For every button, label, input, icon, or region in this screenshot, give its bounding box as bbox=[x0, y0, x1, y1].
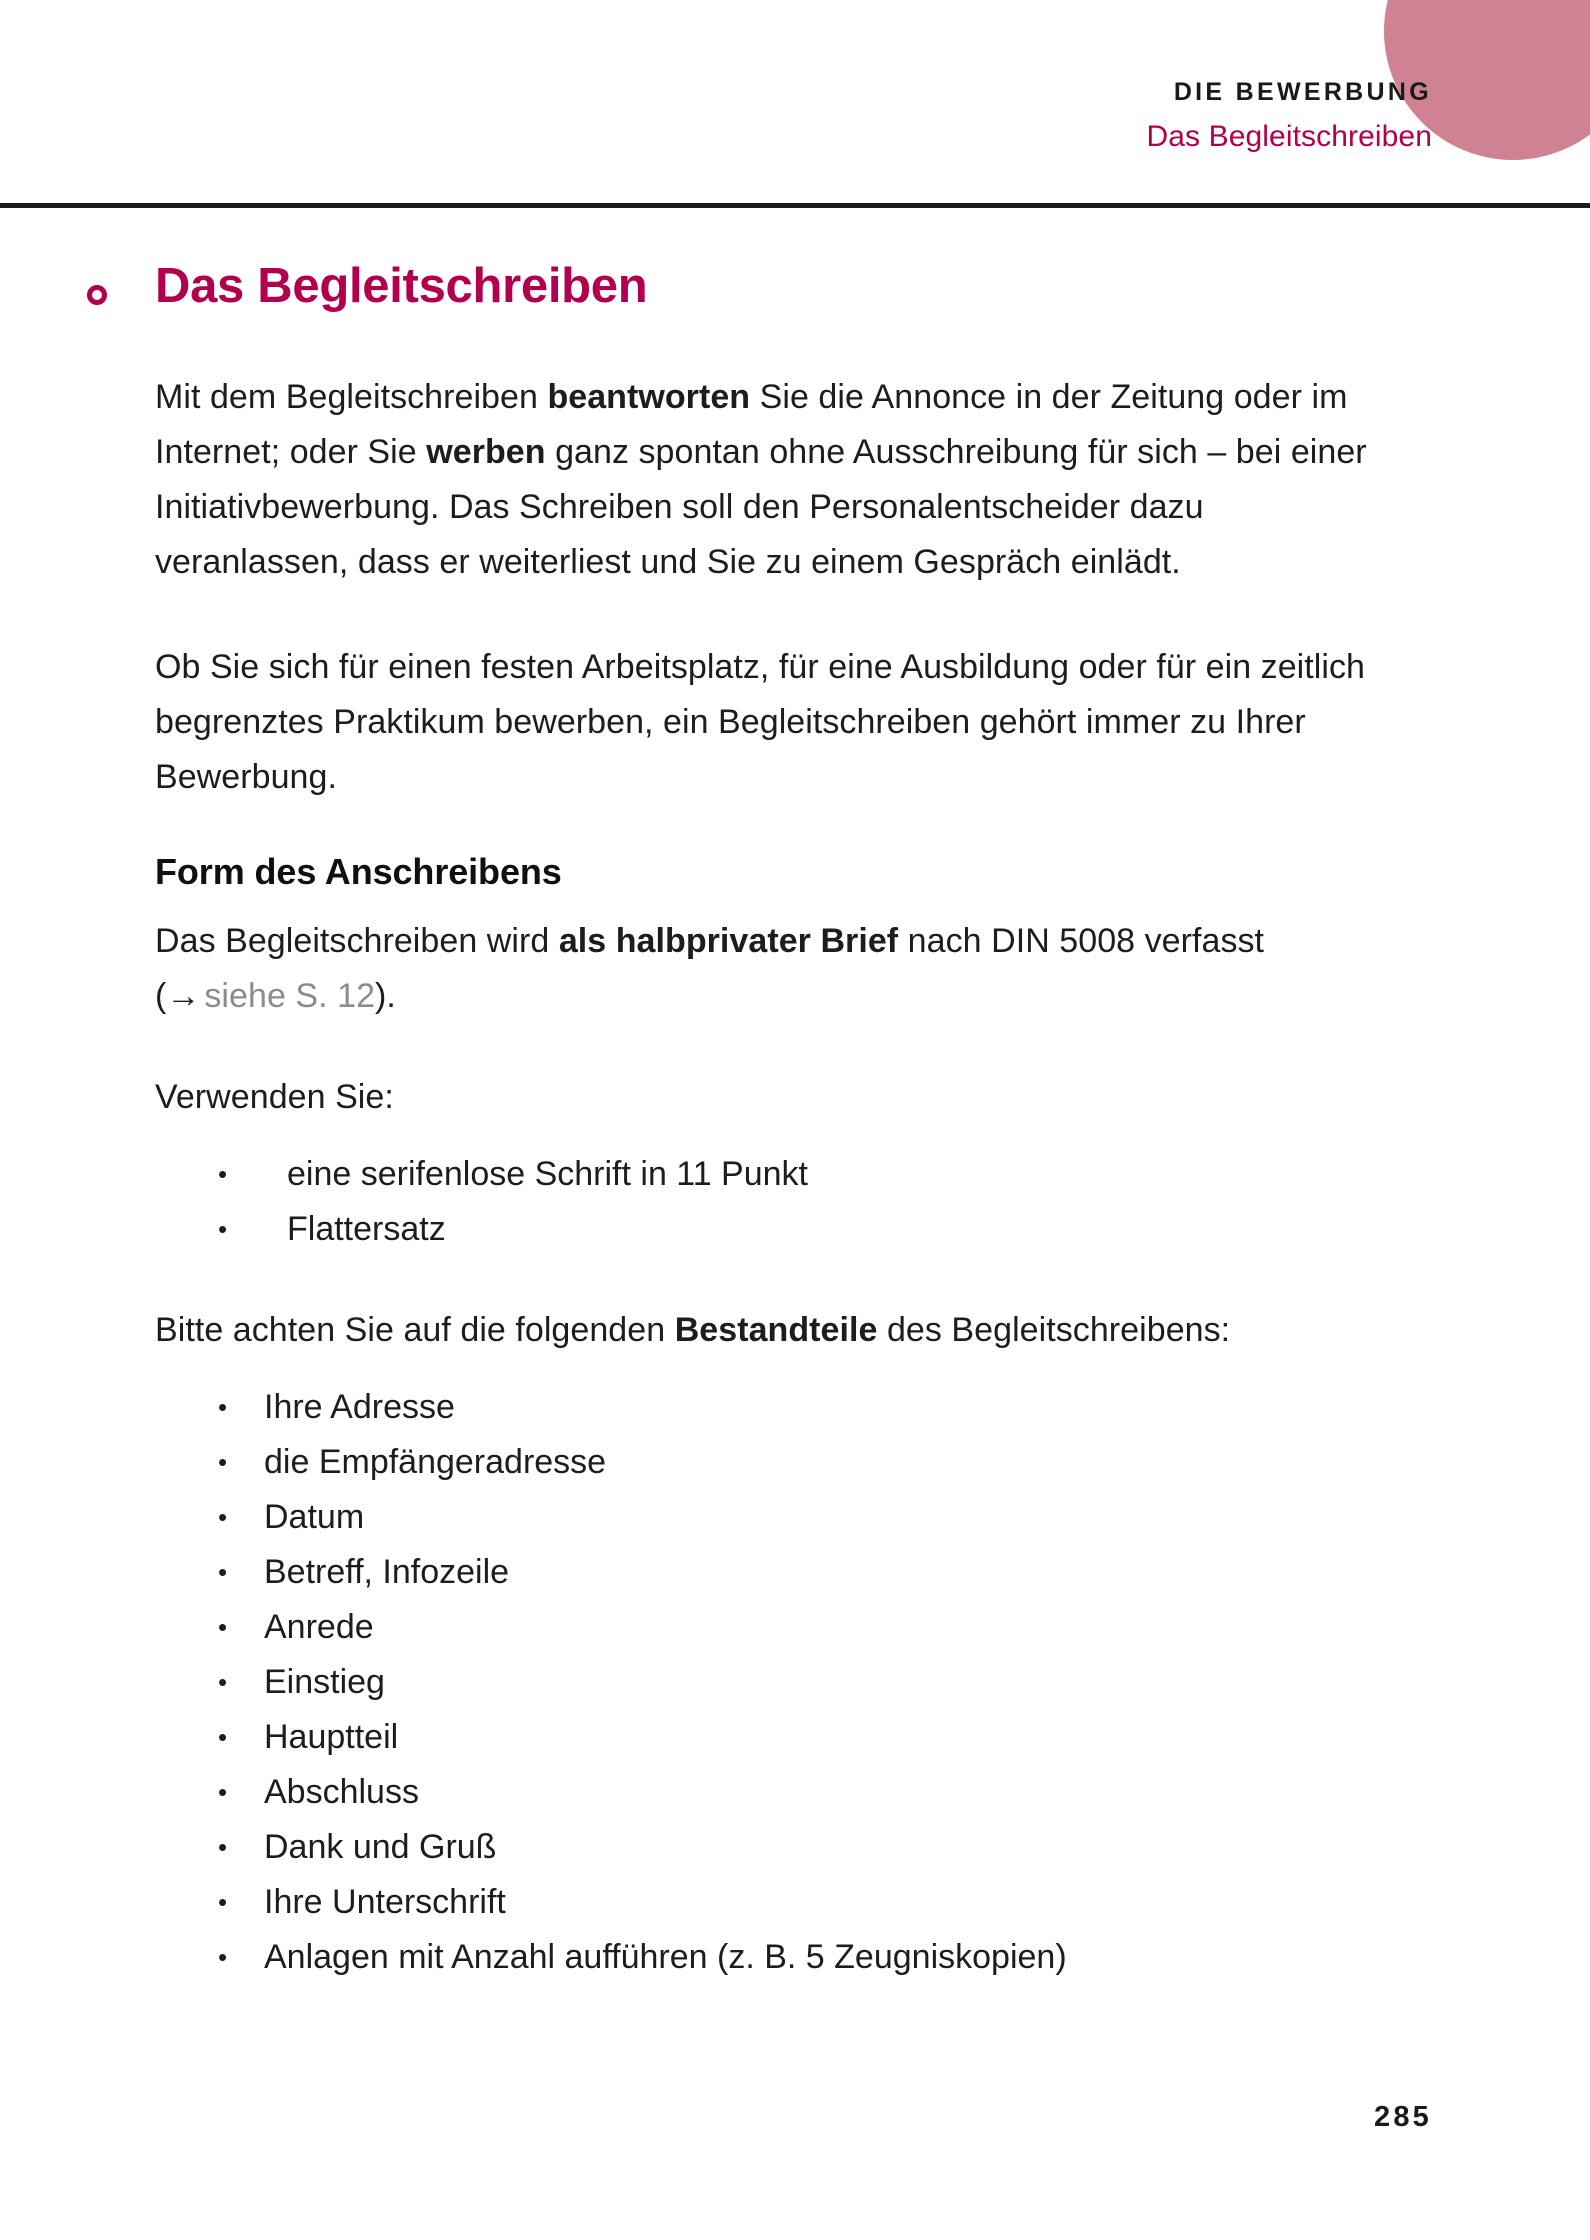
list-item bbox=[218, 1875, 1405, 1930]
paragraph-intro bbox=[155, 370, 1405, 590]
arrow-right-icon: → bbox=[166, 977, 199, 1016]
section-title-row bbox=[155, 259, 1405, 334]
running-head-chapter: DIE BEWERBUNG bbox=[1173, 78, 1432, 106]
list-item-label: Hauptteil bbox=[264, 1718, 399, 1757]
list-item-label: Flattersatz bbox=[287, 1210, 446, 1249]
page-content bbox=[155, 259, 1405, 1985]
cross-reference-link[interactable]: siehe S. 12 bbox=[204, 977, 376, 1016]
paragraph-intro-part1: Mit dem Begleitschreiben bbox=[155, 378, 548, 416]
list-item-label: die Empfängeradresse bbox=[264, 1443, 607, 1482]
header-divider-rule bbox=[0, 203, 1590, 208]
paragraph-scope: Ob Sie sich für einen festen Arbeitsplatz, für eine Ausbildung oder für ein zeitlich begrenztes Praktikum bewerben, ein Begleitschreiben gehört immer zu Ihrer Bewerbung. bbox=[155, 648, 1366, 796]
list-item bbox=[218, 1490, 1405, 1545]
list-item-label: Ihre Unterschrift bbox=[264, 1883, 506, 1922]
spacer bbox=[155, 892, 1405, 914]
lead-in-bestandteile bbox=[155, 1303, 1405, 1358]
spacer bbox=[155, 1257, 1405, 1303]
list-item-label: Ihre Adresse bbox=[264, 1388, 455, 1427]
list-item-label: Betreff, Infozeile bbox=[264, 1553, 510, 1592]
list-item bbox=[218, 1600, 1405, 1655]
ring-bullet-icon bbox=[87, 285, 107, 305]
lead-in-bestandteile-part1: Bitte achten Sie auf die folgenden bbox=[155, 1311, 675, 1350]
paragraph-form bbox=[155, 914, 1405, 1024]
list-item-label: eine serifenlose Schrift in 11 Punkt bbox=[287, 1155, 808, 1194]
paragraph-form-part2: nach DIN 5008 verfasst bbox=[898, 922, 1265, 961]
spacer bbox=[155, 334, 1405, 370]
paragraph-form-bold1: als halbprivater Brief bbox=[558, 922, 899, 961]
spacer bbox=[155, 805, 1405, 851]
running-head bbox=[1147, 80, 1433, 152]
list-item bbox=[218, 1545, 1405, 1600]
list-typography-rules bbox=[218, 1147, 1405, 1257]
list-letter-components bbox=[218, 1380, 1405, 1985]
list-item bbox=[218, 1820, 1405, 1875]
spacer bbox=[155, 1024, 1405, 1070]
paragraph-intro-part2: Sie die Annonce in der Zeitung oder im Internet; oder Sie bbox=[155, 378, 1348, 471]
list-item bbox=[218, 1380, 1405, 1435]
xref-close-paren: ). bbox=[375, 977, 396, 1016]
list-item bbox=[218, 1765, 1405, 1820]
list-item-label: Datum bbox=[264, 1498, 365, 1537]
paragraph-intro-bold2: werben bbox=[426, 433, 546, 471]
list-item bbox=[218, 1435, 1405, 1490]
xref-open-paren: ( bbox=[155, 977, 167, 1016]
spacer bbox=[155, 1125, 1405, 1147]
lead-in-bestandteile-part2: des Begleitschreibens: bbox=[877, 1311, 1231, 1350]
list-item bbox=[218, 1202, 1405, 1257]
list-item bbox=[218, 1147, 1405, 1202]
lead-in-verwenden: Verwenden Sie: bbox=[155, 1078, 394, 1117]
list-item-label: Abschluss bbox=[264, 1773, 419, 1812]
list-item-label: Dank und Gruß bbox=[264, 1828, 497, 1867]
list-item-label: Anrede bbox=[264, 1608, 374, 1647]
spacer bbox=[155, 1358, 1405, 1380]
page-number: 285 bbox=[1374, 2101, 1432, 2133]
subheading-form: Form des Anschreibens bbox=[155, 851, 562, 892]
list-item bbox=[218, 1930, 1405, 1985]
paragraph-form-part1: Das Begleitschreiben wird bbox=[155, 922, 559, 961]
paragraph-intro-bold1: beantworten bbox=[547, 378, 751, 416]
paragraph-intro-part3: ganz spontan ohne Ausschreibung für sich – bei einer Initiativbewerbung. Das Schreiben soll den Personalentscheider dazu veranlassen, dass er weiterliest und Sie zu einem Gespräch einlädt. bbox=[155, 433, 1367, 581]
spacer bbox=[155, 590, 1405, 640]
list-item bbox=[218, 1655, 1405, 1710]
list-item-label: Einstieg bbox=[264, 1663, 385, 1702]
list-item bbox=[218, 1710, 1405, 1765]
list-item-label: Anlagen mit Anzahl aufführen (z. B. 5 Zeugniskopien) bbox=[264, 1938, 1067, 1977]
running-head-section: Das Begleitschreiben bbox=[1146, 120, 1432, 153]
lead-in-bestandteile-bold1: Bestandteile bbox=[674, 1311, 878, 1350]
page-title: Das Begleitschreiben bbox=[155, 259, 648, 313]
